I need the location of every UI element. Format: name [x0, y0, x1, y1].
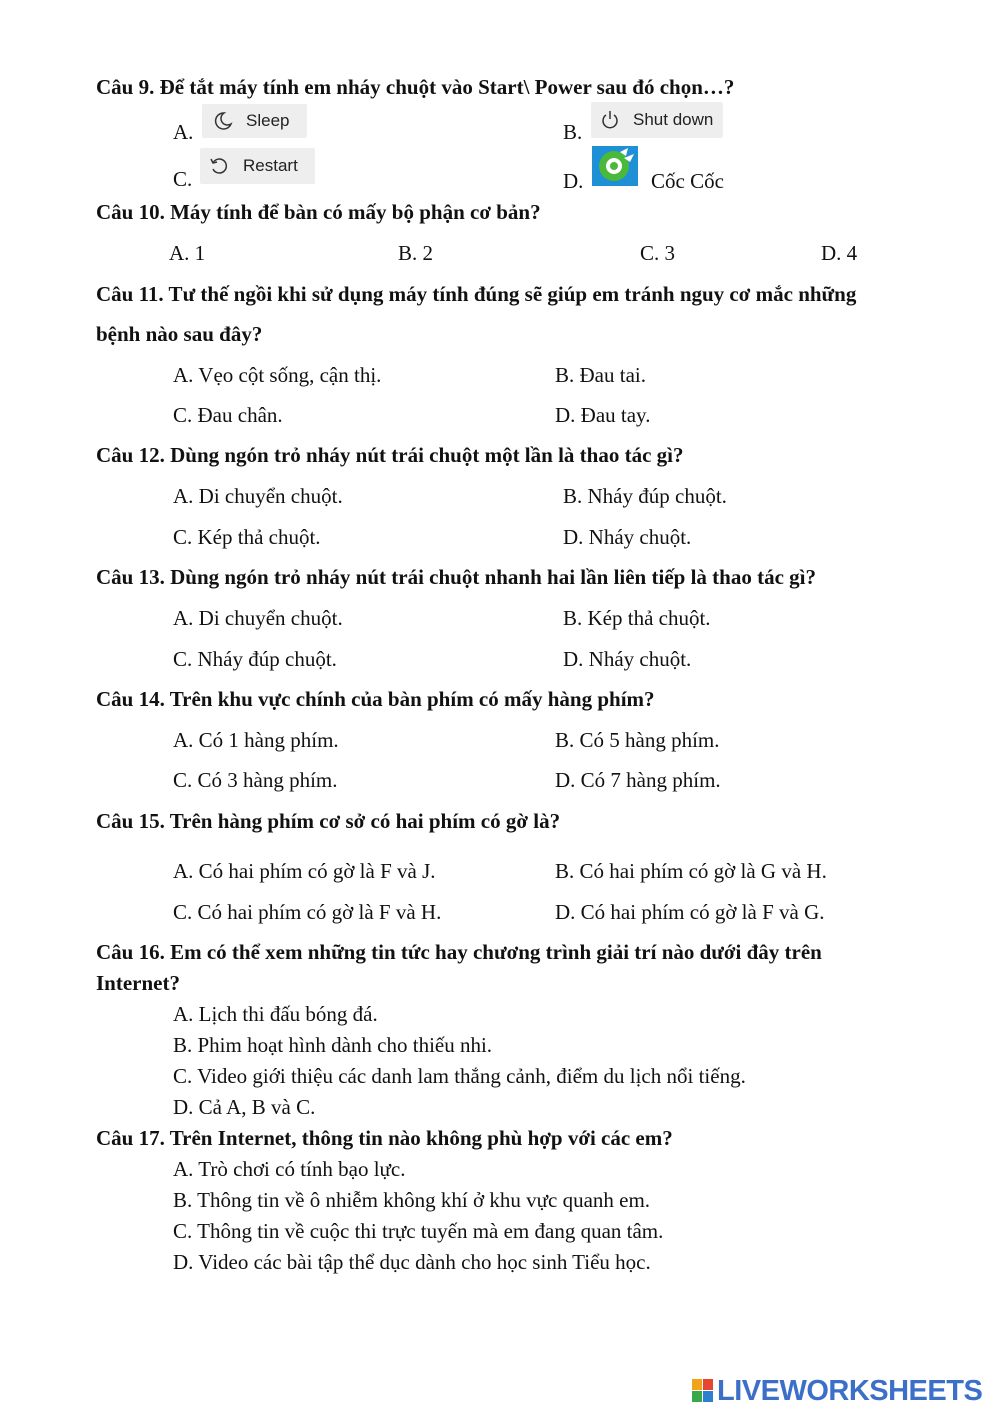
q15-option-c: C. Có hai phím có gờ là F và H. — [173, 900, 442, 924]
liveworksheets-blocks-icon — [692, 1379, 714, 1403]
question-11-line-2: bệnh nào sau đây? — [96, 322, 263, 346]
q12-option-a: A. Di chuyển chuột. — [173, 484, 343, 508]
q9-option-b-prefix: B. — [563, 120, 583, 144]
q15-option-d: D. Có hai phím có gờ là F và G. — [555, 900, 825, 924]
q9-option-d-label: Cốc Cốc — [651, 169, 724, 193]
q9-option-c-prefix: C. — [173, 167, 193, 191]
question-10-text: . Máy tính để bàn có mấy bộ phận cơ bản? — [159, 200, 541, 224]
restart-label: Restart — [243, 156, 298, 175]
q13-option-a: A. Di chuyển chuột. — [173, 606, 343, 630]
moon-icon — [212, 110, 234, 132]
q16-option-b: B. Phim hoạt hình dành cho thiếu nhi. — [173, 1033, 493, 1057]
q17-option-a: A. Trò chơi có tính bạo lực. — [173, 1157, 406, 1181]
sleep-button[interactable] — [202, 104, 307, 138]
q13-option-c: C. Nháy đúp chuột. — [173, 647, 337, 671]
liveworksheets-brand: LIVEWORKSHEETS — [717, 1374, 983, 1407]
question-16-line-1: Câu 16. Em có thể xem những tin tức hay chương trình giải trí nào dưới đây trên — [96, 940, 822, 964]
restart-icon — [208, 155, 230, 177]
question-10-number: Câu 10 — [96, 200, 160, 224]
q13-option-d: D. Nháy chuột. — [563, 647, 692, 671]
q12-option-b: B. Nháy đúp chuột. — [563, 484, 727, 508]
question-13: Câu 13. Dùng ngón trỏ nháy nút trái chuột nhanh hai lần liên tiếp là thao tác gì? — [96, 565, 816, 589]
q14-option-b: B. Có 5 hàng phím. — [555, 728, 720, 752]
shut-down-button[interactable] — [591, 102, 723, 138]
q15-option-a: A. Có hai phím có gờ là F và J. — [173, 859, 436, 883]
q10-option-c: C. 3 — [640, 241, 676, 265]
q11-option-d: D. Đau tay. — [555, 403, 651, 427]
q12-option-c: C. Kép thả chuột. — [173, 525, 321, 549]
q17-option-d: D. Video các bài tập thể dục dành cho học sinh Tiểu học. — [173, 1250, 651, 1274]
q14-option-a: A. Có 1 hàng phím. — [173, 728, 339, 752]
q17-option-b: B. Thông tin về ô nhiễm không khí ở khu vực quanh em. — [173, 1188, 651, 1212]
q14-option-c: C. Có 3 hàng phím. — [173, 768, 338, 792]
q15-option-b: B. Có hai phím có gờ là G và H. — [555, 859, 827, 883]
q12-option-d: D. Nháy chuột. — [563, 525, 692, 549]
q16-option-d: D. Cả A, B và C. — [173, 1095, 316, 1119]
q9-option-a-prefix: A. — [173, 120, 194, 144]
power-icon — [599, 109, 621, 131]
q14-option-d: D. Có 7 hàng phím. — [555, 768, 721, 792]
coc-coc-logo-icon[interactable] — [592, 146, 638, 186]
question-14: Câu 14. Trên khu vực chính của bàn phím có mấy hàng phím? — [96, 687, 655, 711]
shut-down-label: Shut down — [633, 110, 714, 129]
question-15: Câu 15. Trên hàng phím cơ sở có hai phím có gờ là? — [96, 809, 561, 833]
q10-option-a: A. 1 — [169, 241, 206, 265]
restart-button[interactable] — [200, 148, 315, 184]
q16-option-a: A. Lịch thi đấu bóng đá. — [173, 1002, 378, 1026]
q10-option-d: D. 4 — [821, 241, 858, 265]
q11-option-b: B. Đau tai. — [555, 363, 646, 387]
question-10 — [96, 199, 541, 225]
q13-option-b: B. Kép thả chuột. — [563, 606, 711, 630]
q17-option-c: C. Thông tin về cuộc thi trực tuyến mà em đang quan tâm. — [173, 1219, 664, 1243]
question-9: Câu 9. Để tắt máy tính em nháy chuột vào Start\ Power sau đó chọn…? — [96, 75, 735, 99]
question-17: Câu 17. Trên Internet, thông tin nào không phù hợp với các em? — [96, 1126, 673, 1150]
q16-option-c: C. Video giới thiệu các danh lam thắng cảnh, điểm du lịch nổi tiếng. — [173, 1064, 746, 1088]
q11-option-a: A. Vẹo cột sống, cận thị. — [173, 363, 382, 387]
q9-option-d-prefix: D. — [563, 169, 584, 193]
question-12: Câu 12. Dùng ngón trỏ nháy nút trái chuột một lần là thao tác gì? — [96, 443, 684, 467]
q11-option-c: C. Đau chân. — [173, 403, 283, 427]
question-16-line-2: Internet? — [96, 971, 180, 995]
liveworksheets-logo — [692, 1376, 982, 1406]
q10-option-b: B. 2 — [398, 241, 434, 265]
question-11-line-1: Câu 11. Tư thế ngồi khi sử dụng máy tính đúng sẽ giúp em tránh nguy cơ mắc những — [96, 282, 857, 306]
sleep-label: Sleep — [246, 111, 290, 130]
